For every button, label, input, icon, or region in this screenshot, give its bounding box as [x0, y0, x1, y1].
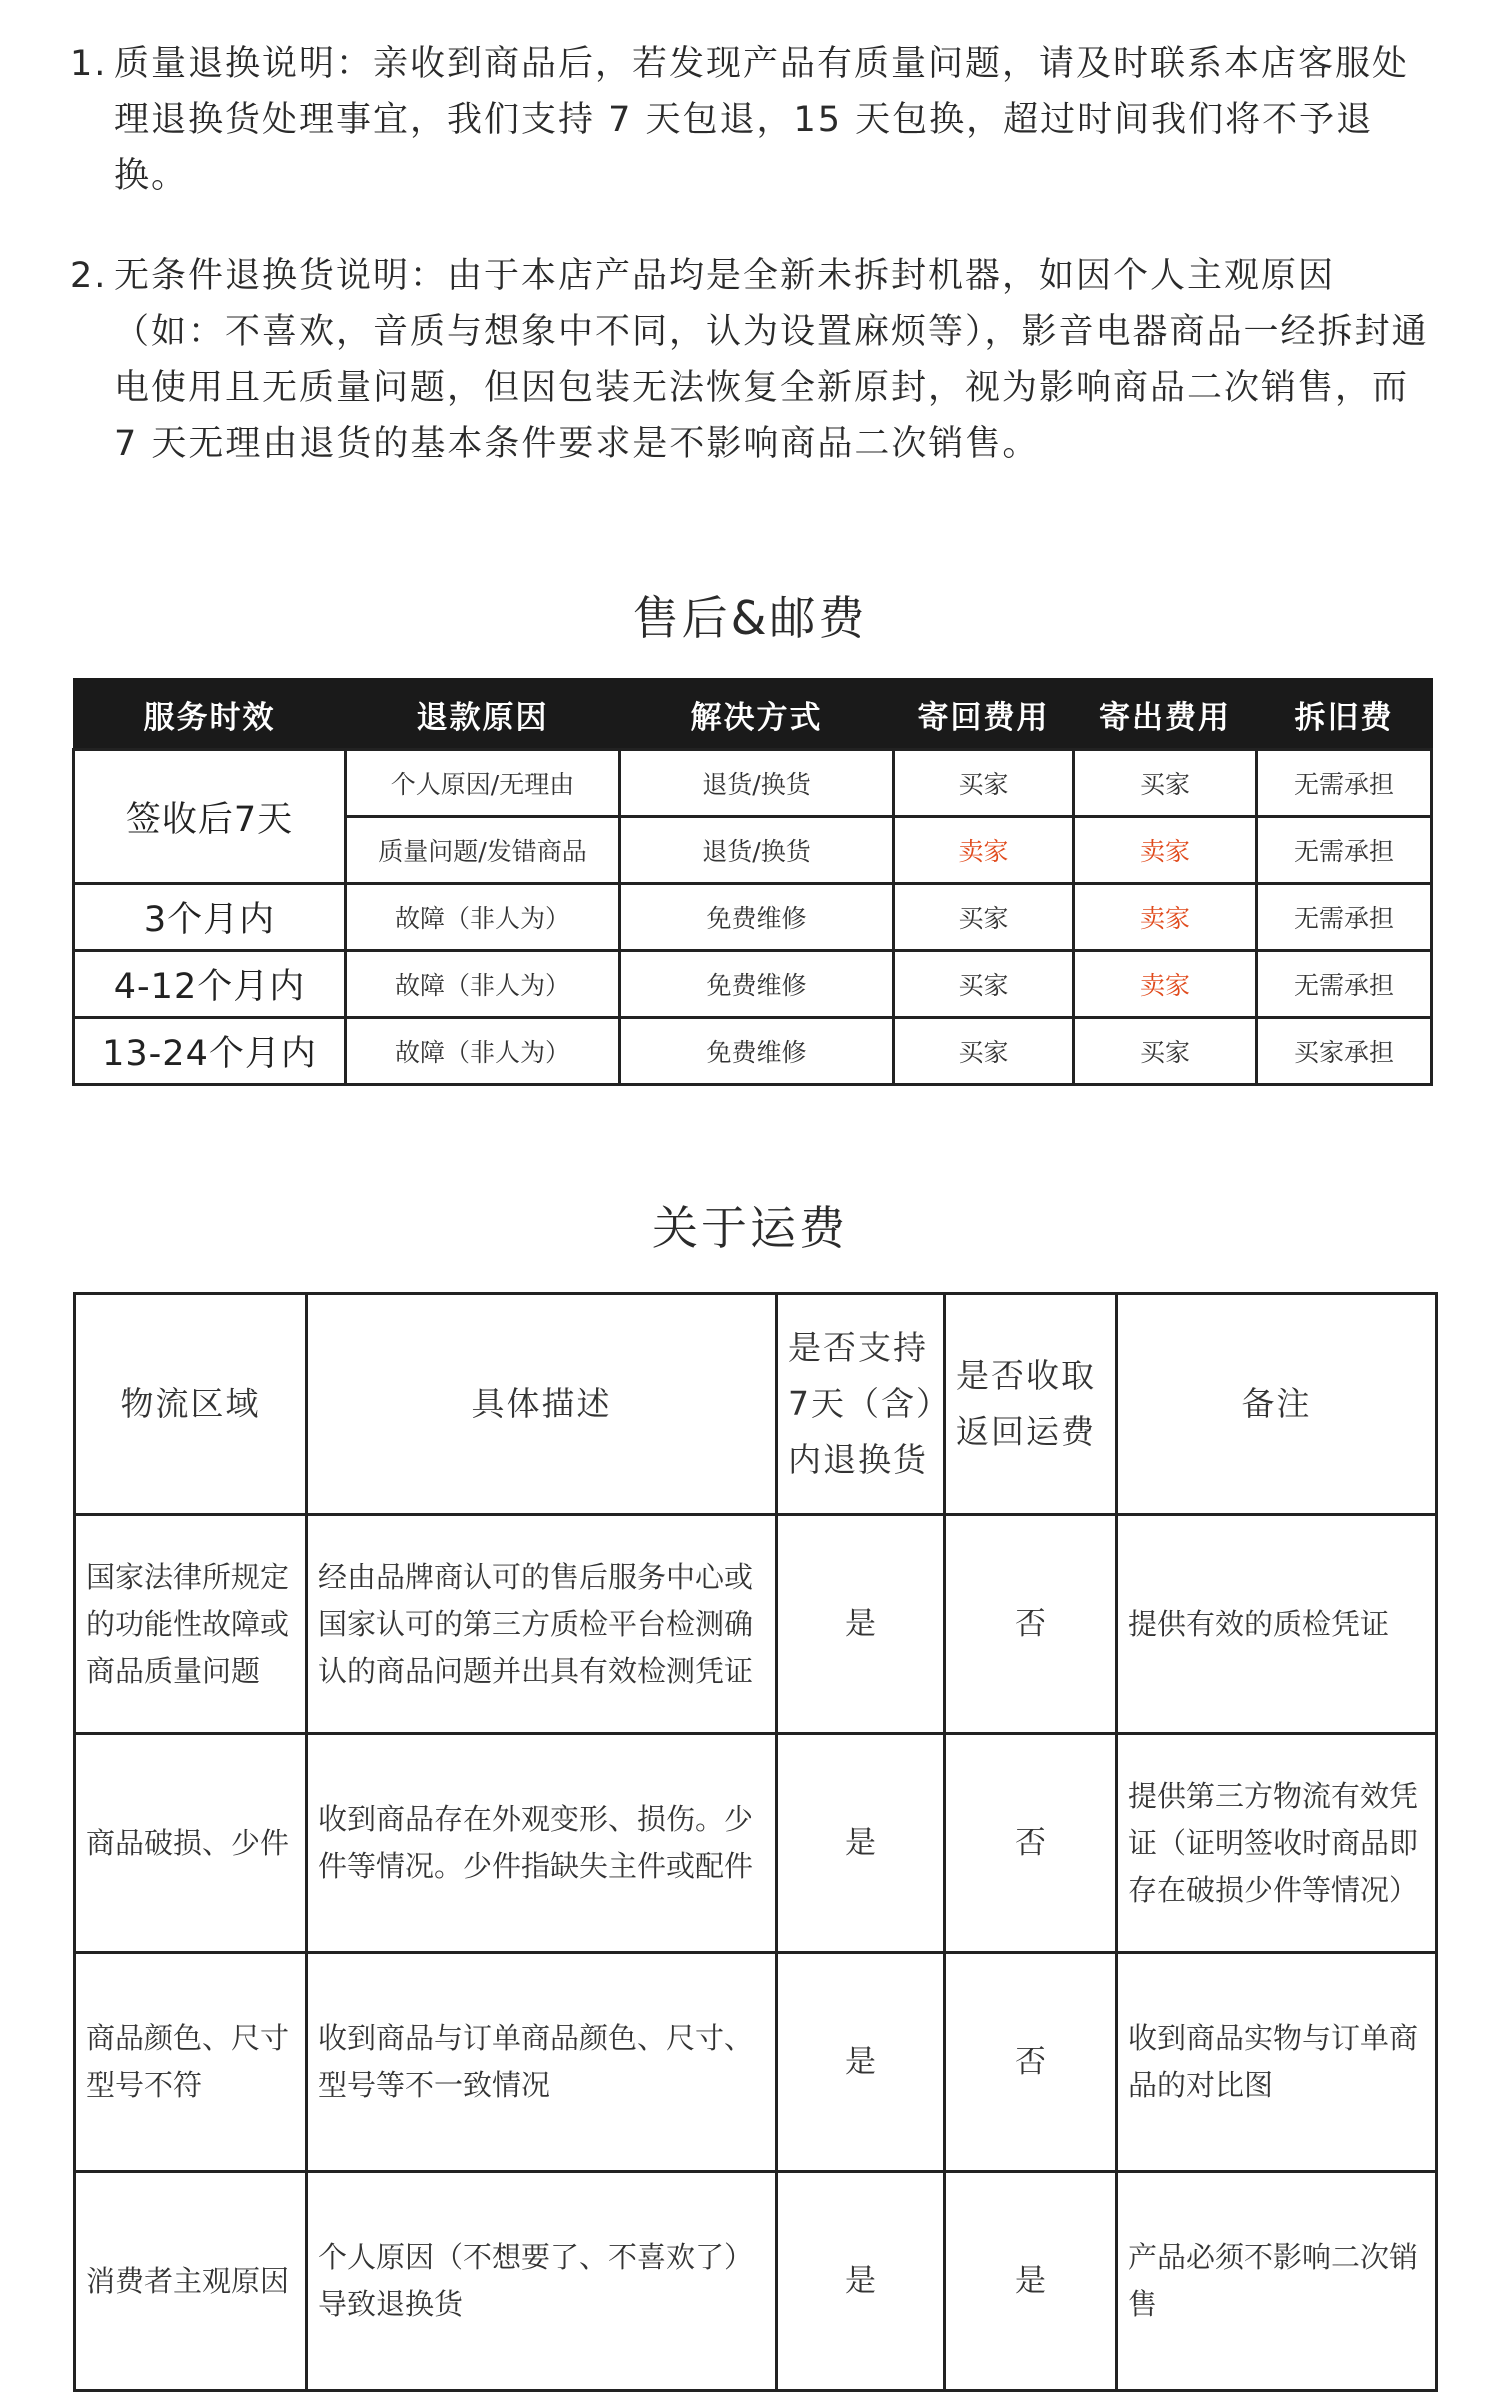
old-fee-cell: 无需承担 [1257, 817, 1432, 884]
solution-cell: 免费维修 [620, 1018, 894, 1085]
desc-cell: 收到商品与订单商品颜色、尺寸、型号等不一致情况 [307, 1953, 777, 2172]
charge-cell: 否 [945, 1515, 1117, 1734]
aftersale-table [72, 678, 1433, 1086]
note-cell: 提供第三方物流有效凭证（证明签收时商品即存在破损少件等情况） [1117, 1734, 1437, 1953]
shipping-title: 关于运费 [652, 1201, 848, 1255]
header-cell: 物流区域 [75, 1294, 307, 1515]
period-cell: 3个月内 [74, 884, 346, 951]
area-cell: 消费者主观原因 [75, 2172, 307, 2391]
support-cell: 是 [777, 1953, 945, 2172]
note-2 [70, 248, 1440, 472]
note-number: 1. [70, 44, 108, 84]
reason-cell: 质量问题/发错商品 [346, 817, 620, 884]
support-cell: 是 [777, 2172, 945, 2391]
old-fee-cell: 无需承担 [1257, 884, 1432, 951]
return-fee-cell: 买家 [894, 884, 1074, 951]
header-cell: 拆旧费 [1257, 679, 1432, 750]
note-text: 无条件退换货说明：由于本店产品均是全新未拆封机器，如因个人主观原因（如：不喜欢，音质与想象中不同，认为设置麻烦等），影音电器商品一经拆封通电使用且无质量问题，但因包装无法恢复全新原封，视为影响商品二次销售，而 7 天无理由退货的基本条件要求是不影响商品二次销售。 [114, 256, 1429, 464]
header-cell: 退款原因 [346, 679, 620, 750]
reason-cell: 故障（非人为） [346, 884, 620, 951]
solution-cell: 退货/换货 [620, 750, 894, 817]
table-row [74, 951, 1432, 1018]
header-cell: 解决方式 [620, 679, 894, 750]
table-row [75, 1734, 1437, 1953]
table-row [75, 1515, 1437, 1734]
support-cell: 是 [777, 1734, 945, 1953]
return-fee-cell: 买家 [894, 750, 1074, 817]
period-cell: 签收后7天 [74, 750, 346, 884]
header-cell: 是否收取返回运费 [945, 1294, 1117, 1515]
note-1 [70, 36, 1440, 204]
table-row [75, 2172, 1437, 2391]
header-cell: 备注 [1117, 1294, 1437, 1515]
note-cell: 提供有效的质检凭证 [1117, 1515, 1437, 1734]
shipping-table [73, 1292, 1438, 2392]
reason-cell: 故障（非人为） [346, 951, 620, 1018]
charge-cell: 是 [945, 2172, 1117, 2391]
support-cell: 是 [777, 1515, 945, 1734]
solution-cell: 退货/换货 [620, 817, 894, 884]
desc-cell: 收到商品存在外观变形、损伤。少件等情况。少件指缺失主件或配件 [307, 1734, 777, 1953]
send-fee-cell: 卖家 [1074, 817, 1257, 884]
charge-cell: 否 [945, 1953, 1117, 2172]
table-row [74, 1018, 1432, 1085]
note-text: 质量退换说明：亲收到商品后，若发现产品有质量问题，请及时联系本店客服处理退换货处理事宜，我们支持 7 天包退，15 天包换，超过时间我们将不予退换。 [114, 44, 1410, 196]
return-fee-cell: 卖家 [894, 817, 1074, 884]
header-cell: 服务时效 [74, 679, 346, 750]
table-header-row [75, 1294, 1437, 1515]
header-cell: 具体描述 [307, 1294, 777, 1515]
table-row [74, 750, 1432, 817]
solution-cell: 免费维修 [620, 884, 894, 951]
desc-cell: 经由品牌商认可的售后服务中心或国家认可的第三方质检平台检测确认的商品问题并出具有效检测凭证 [307, 1515, 777, 1734]
header-cell: 寄出费用 [1074, 679, 1257, 750]
desc-cell: 个人原因（不想要了、不喜欢了）导致退换货 [307, 2172, 777, 2391]
table-row [74, 884, 1432, 951]
charge-cell: 否 [945, 1734, 1117, 1953]
area-cell: 国家法律所规定的功能性故障或商品质量问题 [75, 1515, 307, 1734]
header-cell: 寄回费用 [894, 679, 1074, 750]
header-cell: 是否支持7天（含）内退换货 [777, 1294, 945, 1515]
aftersale-title: 售后&邮费 [632, 591, 868, 645]
area-cell: 商品颜色、尺寸型号不符 [75, 1953, 307, 2172]
return-policy-notes [70, 36, 1440, 472]
return-fee-cell: 买家 [894, 1018, 1074, 1085]
period-cell: 13-24个月内 [74, 1018, 346, 1085]
old-fee-cell: 买家承担 [1257, 1018, 1432, 1085]
old-fee-cell: 无需承担 [1257, 951, 1432, 1018]
note-cell: 产品必须不影响二次销售 [1117, 2172, 1437, 2391]
table-row [75, 1953, 1437, 2172]
send-fee-cell: 卖家 [1074, 951, 1257, 1018]
note-cell: 收到商品实物与订单商品的对比图 [1117, 1953, 1437, 2172]
send-fee-cell: 买家 [1074, 1018, 1257, 1085]
solution-cell: 免费维修 [620, 951, 894, 1018]
period-cell: 4-12个月内 [74, 951, 346, 1018]
note-number: 2. [70, 256, 108, 296]
old-fee-cell: 无需承担 [1257, 750, 1432, 817]
send-fee-cell: 买家 [1074, 750, 1257, 817]
area-cell: 商品破损、少件 [75, 1734, 307, 1953]
reason-cell: 故障（非人为） [346, 1018, 620, 1085]
send-fee-cell: 卖家 [1074, 884, 1257, 951]
return-fee-cell: 买家 [894, 951, 1074, 1018]
table-header-row [74, 679, 1432, 750]
reason-cell: 个人原因/无理由 [346, 750, 620, 817]
